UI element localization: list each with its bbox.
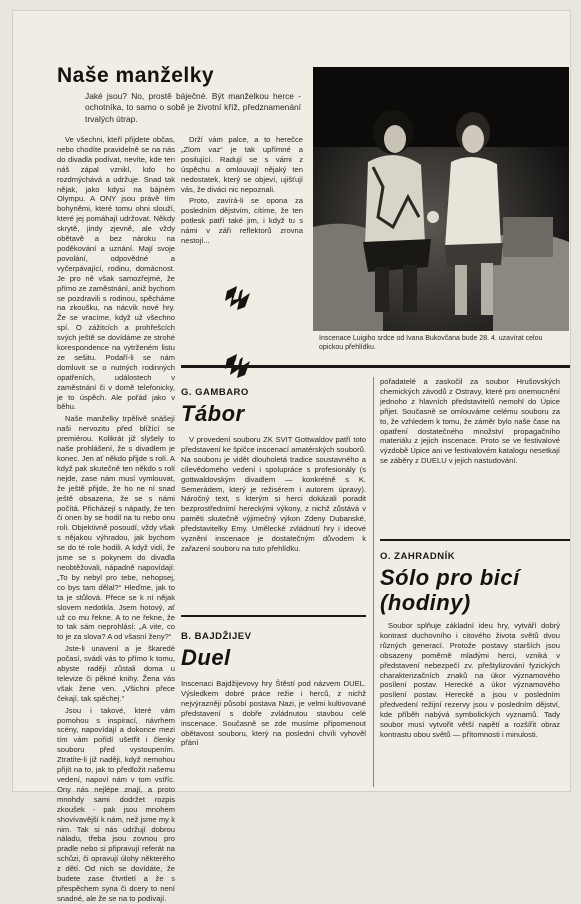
duel-author: B. BAJDŽIJEV	[181, 631, 252, 642]
duel-text	[181, 679, 366, 785]
tabor-title: Tábor	[181, 401, 245, 426]
duel-title: Duel	[181, 645, 231, 670]
article-title: Naše manželky	[57, 64, 215, 87]
article-paragraph: Drží vám palce, a to herečce „Zlom vaz“ je tak upřímné a posilující. Radují se s vámi z úspěchu a omlouvají nějaký ten nedostatek, který se objeví, ujišťují vás, že diváci nic nepoznali.	[181, 135, 303, 194]
article-column-1	[57, 135, 175, 903]
section-divider	[181, 365, 570, 368]
photo-caption: Inscenace Luigiho srdce od Ivana Bukovčana bude 28. 4. uzavírat celou opickou přehlídku.	[319, 335, 543, 351]
section-divider	[181, 615, 366, 617]
tabor-paragraph: V provedení souboru ZK SVIT Gottwaldov patří toto představení ke špičce inscenací amatérských souborů. Na souboru je vidět dlouholetá tradice soustavného a cílevědomého vedení i spolupráce s profesionály (s gottwaldovským divadlem — konkrétně s K. Semerádem, který je režisérem i autorem úpravy). Náročný text, s kterým si herci dokázali poradit bezprostřednímí hereckými výkony, z nichž zůstává v paměti skutečně výjimečný výkon Zdeny Dubanské, představitelky Emy. Umělecké zvládnutí hry i ideové vyznění inscenace je dostatečným důvodem k zařazení souboru na tuto přehlídku.	[181, 435, 366, 553]
tabor-author: G. GAMBARO	[181, 387, 249, 398]
tabor-column-2	[380, 377, 560, 537]
magazine-page	[12, 10, 571, 903]
stage-photo	[313, 67, 569, 331]
photo-image	[313, 67, 569, 331]
festival-logo-icon	[223, 283, 253, 313]
tabor-column-1	[181, 435, 366, 615]
column-divider	[373, 377, 374, 787]
article-paragraph: Naše manželky trpělivě snášejí naši nervozitu před blížící se premiérou. Kolikrát již slyšely to naše prohlášení, že s divadlem je konec. Jen ať někdo přijde s rolí. A když pak skutečně ten někdo s rolí nejde, zase nám musí vymlouvat, že ještě přijde, že ho ne ní snad ještě obsazena, že se s námi počítá. Přicházejí s nápady, že ten či onen by se hodil na tu nebo onu roli. Objektivně posoudí, vždy však s nějakou výhradou, jak bychom se do té role hodili. A když vidí, že jsme se s pokynem do divadla neobtěžovali, nápadně napovídají: „To by nebyl pro tebe, nehopsej, co bys tam dělal?“ Hleďme, jak to ta je stůlová. Přece se k ní nějak slovem nedotkla. Jsem hotový, ať už co mu řekne. A to ne řekne, že to tak sám neprohlásí: „A vite, co to je za slova? A od všasní ženy?“	[57, 414, 175, 642]
article-column-2	[181, 135, 303, 245]
article-intro: Jaké jsou? No, prostě báječné. Být manželkou herce - ochotníka, to samo o sobě je životní kříž, předznamenání trvalých útrap.	[85, 91, 301, 124]
article-paragraph: Jsou i takové, které vám pomohou s inspirací, návrhem scény, napovídají a dokonce mezi tím vám pořídí ušetřit i členky souboru před vystoupením. Ztratíte-li již naději, když nemohou přijít na to, jak to předložit našemu vedení, napoví nám v tom vstříc. Ony nás nejlépe znají, a proto mnohdy sami dodržet rozpis zkoušek - pak jsou mnohem shovívavější k nám, než jsme my k nim. Tak si nás udržují dobrou náladu, třeba jsou zovnou pro pradle nebo si připravují referát na schůzi, či opravují úlohy některého z dětí. Od nich se dovídáte, že budete zase čtvrtletí a že s přespěchem syna či dcery to není snadné, ale že se na to podívají.	[57, 705, 175, 903]
article-paragraph: Proto, zavírá-li se opona za posledním dějstvím, cítíme, že ten potlesk patří také jim, i když tu s námi v záři reflektorů zrovna nestojí...	[181, 196, 303, 246]
tabor-paragraph: pořadatelé a zaskočil za soubor Hrušovských chemických závodů z Ostravy, které pro onemocnění jednoho z hlavních představitelů nemohl do Úpice přijet. Současně se omlouváme celému souboru za to, že vzhledem k tomu, že záměr bylo naše čase na opatření dostatečného množství propagačního materiálu z jejich inscenace. Proto se ve festivalové výzdobě Úpice ani ve festivalovém katalogu nesetkají se záběry z DUELU v jejich nastudování.	[380, 377, 560, 466]
duel-paragraph: Inscenaci Bajdžijevovy hry Štěstí pod názvem DUEL. Výsledkem dobré práce režie i herců, z nichž nejvýrazněji působí postava Nazi, je velmi kultivované představení s dobře zvládnutou stavbou celé inscenace. Současně se zde musíme připomenout obětavost souboru, který na poslední chvíli vyhověl přání	[181, 679, 366, 748]
solo-paragraph: Soubor splňuje základní ideu hry, vytváří dobrý kontrast duchovního i citového života světů dvou různých generací. Protože postavy starších jsou obsazeny poměrně mladými herci, vzniká v představení nebezpečí zv. přeštylizování fyzických charakterizačních znaků na úkor významového posílení postav. Herecké a úkor významového posílení postav. Herecké a jsou v posledním předvedení režijní rezervy jsou v posledním dějství, kde příběh nabývá symbolických vyznamů. Tady soubor musí vytvořit větší napětí a rozšířit obraz kontrastu obou světů — přítomnosti i minulosti.	[380, 621, 560, 739]
solo-text	[380, 621, 560, 787]
article-paragraph: Ve všechni, kteří přijdete občas, nebo chodíte pravidelně se na nás do divadla podívat, nevíte, kde ten náš zápal vznikl, kdo ho rozdmýchává a udržuje. Snad tak nějak, jako kdysi na bájném Olympu. A ONY jsou právě tím bohyněmi, které tomu ohni slouží, které jej pomáhají udržovat. Někdy skrytě, jindy zjevně, ale vždy obětavě a bez nároku na poděkování a uznání. Mají svoje povolání, odpovědné a vyčerpávající, rodinu, domácnost. Je pro ně však samozřejmé, že přímo ze zaměstnání, aniž bychom se pozdravili s rodinou, spěcháme na zkoušku, na nácvik nové hry. Že se vracíme, když už všechno spí. O zážitcích a prohřešcích svých ještě se dovídáme ze strohé korespondence na vytrženém listu ze sešitu. Podaří-li se nám domluvit se o nutných rodinných opatřeních, událostech v zaměstnání či v domě telefonicky, je to úspěch. Ale pořád jako v běhu.	[57, 135, 175, 412]
solo-title: Sólo pro bicí (hodiny)	[380, 565, 520, 615]
solo-author: O. ZAHRADNÍK	[380, 551, 456, 562]
article-paragraph: Jste-li unavení a je škaredé počasí, svádí vás to přímo k tomu, abyste raději zůstali doma u televize či pěkné knihy. Žena vás však žene ven. „Všichni přece čekají, tak spěchej.“	[57, 644, 175, 703]
section-divider	[380, 539, 570, 541]
